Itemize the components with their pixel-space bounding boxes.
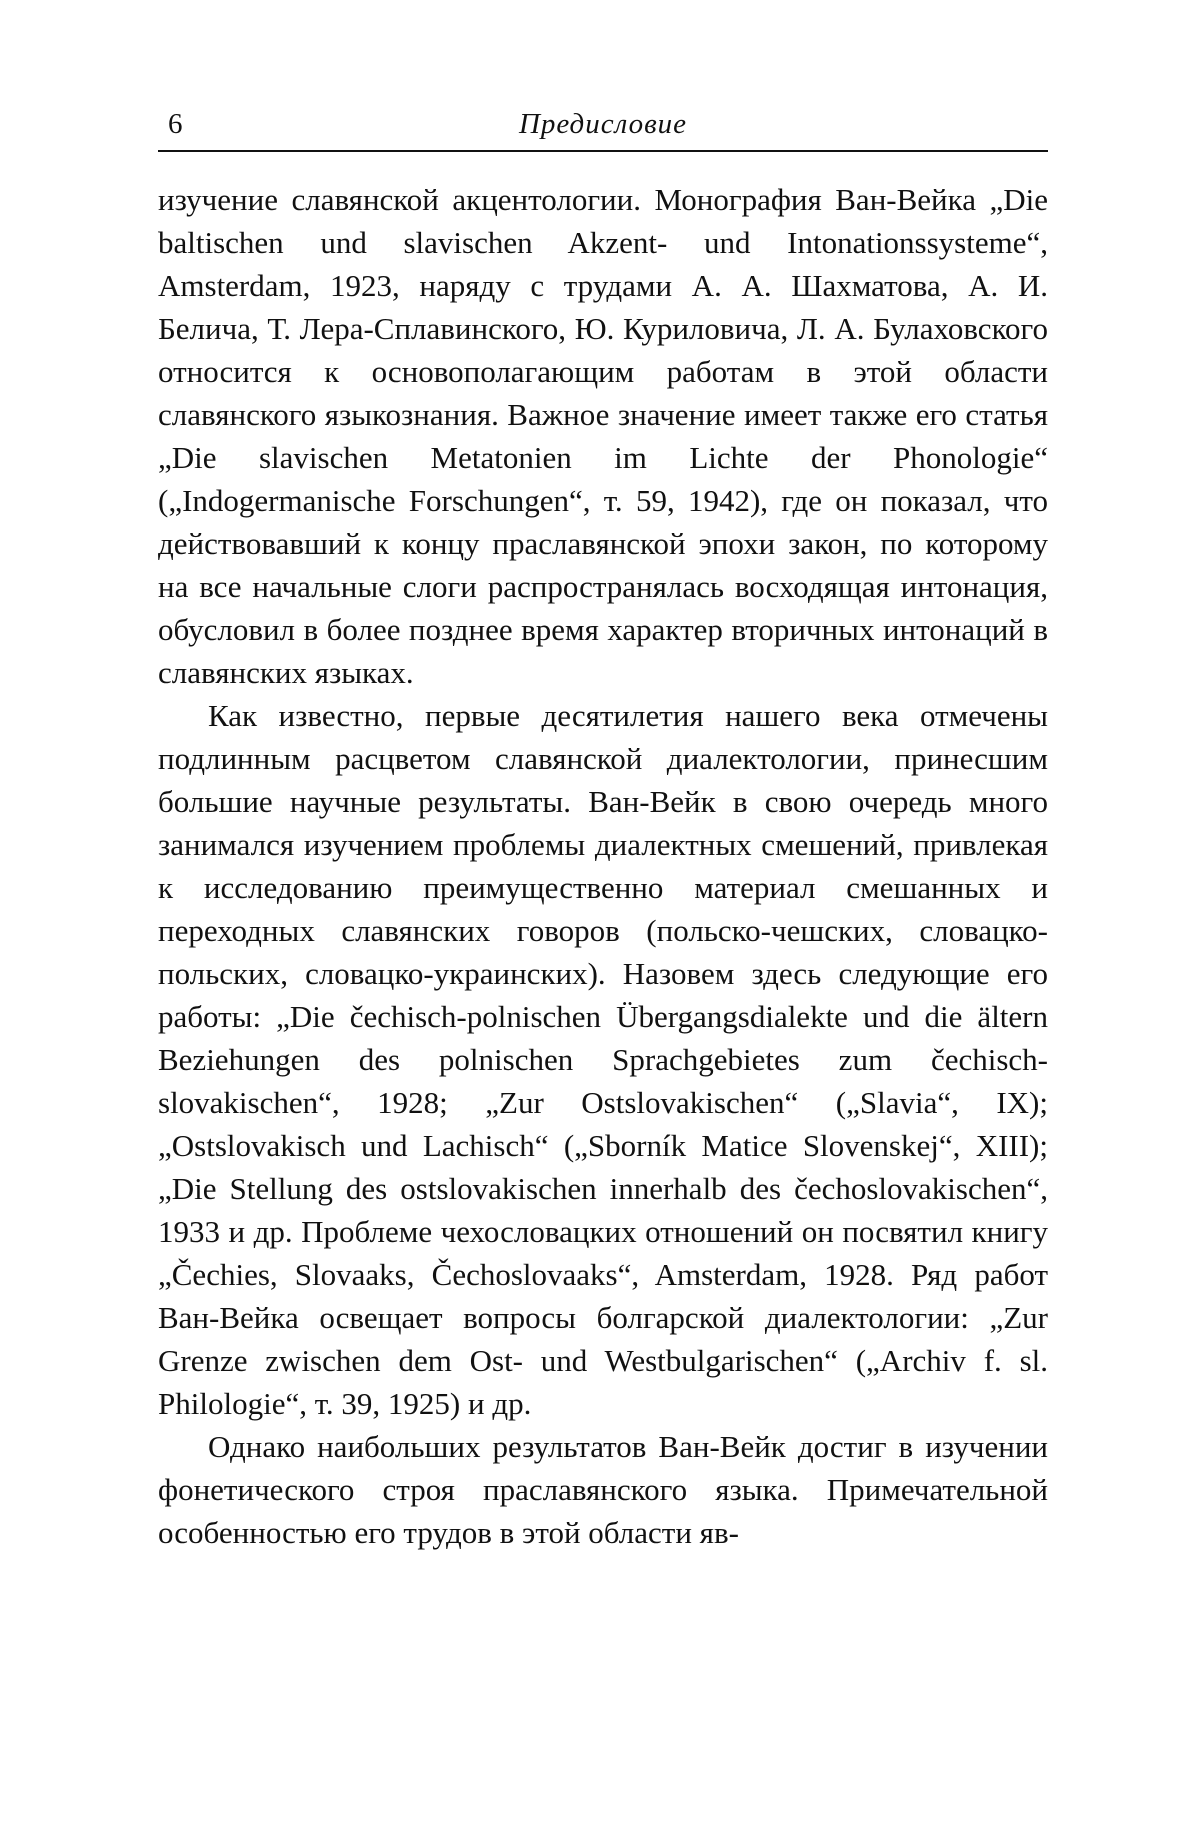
section-title: Предисловие — [518, 108, 688, 140]
paragraph-phonetics: Однако наибольших результатов Ван-Вейк достиг в изучении фонетического строя праславянского языка. Примечательной особенностью его трудов в этой области яв- — [158, 1429, 1048, 1550]
body-text — [158, 178, 1048, 1554]
book-page — [158, 108, 1048, 1554]
running-head — [158, 108, 1048, 152]
page-number: 6 — [168, 108, 183, 140]
paragraph-continued: изучение славянской акцентологии. Монография Ван-Вейка „Die baltischen und slavischen Akzent- und Intonationssysteme“, Amsterdam, 1923, наряду с трудами А. А. Шахматова, А. И. Белича, Т. Лера-Сплавинского, Ю. Куриловича, Л. А. Булаховского относится к основополагающим работам в этой области славянского языкознания. Важное значение имеет также его статья „Die slavischen Metatonien im Lichte der Phonologie“ („Indogermanische Forschungen“, т. 59, 1942), где он показал, что действовавший к концу праславянской эпохи закон, по которому на все начальные слоги распространялась восходящая интонация, обусловил в более позднее время характер вторичных интонаций в славянских языках. — [158, 182, 1048, 690]
paragraph-dialectology: Как известно, первые десятилетия нашего века отмечены подлинным расцветом славянской диалектологии, принесшим большие научные результаты. Ван-Вейк в свою очередь много занимался изучением проблемы диалектных смешений, привлекая к исследованию преимущественно материал смешанных и переходных славянских говоров (польско-чешских, словацко-польских, словацко-украинских). Назовем здесь следующие его работы: „Die čechisch-polnischen Übergangsdialekte und die ältern Beziehungen des polnischen Sprachgebietes zum čechisch-slovakischen“, 1928; „Zur Ostslovakischen“ („Slavia“, IX); „Ostslovakisch und Lachisch“ („Sborník Matice Slovenskej“, XIII); „Die Stellung des ostslovakischen innerhalb des čechoslovakischen“, 1933 и др. Проблеме чехословацких отношений он посвятил книгу „Čechies, Slovaaks, Čechoslovaaks“, Amsterdam, 1928. Ряд работ Ван-Вейка освещает вопросы болгарской диалектологии: „Zur Grenze zwischen dem Ost- und Westbulgarischen“ („Archiv f. sl. Philologie“, т. 39, 1925) и др. — [158, 698, 1048, 1421]
